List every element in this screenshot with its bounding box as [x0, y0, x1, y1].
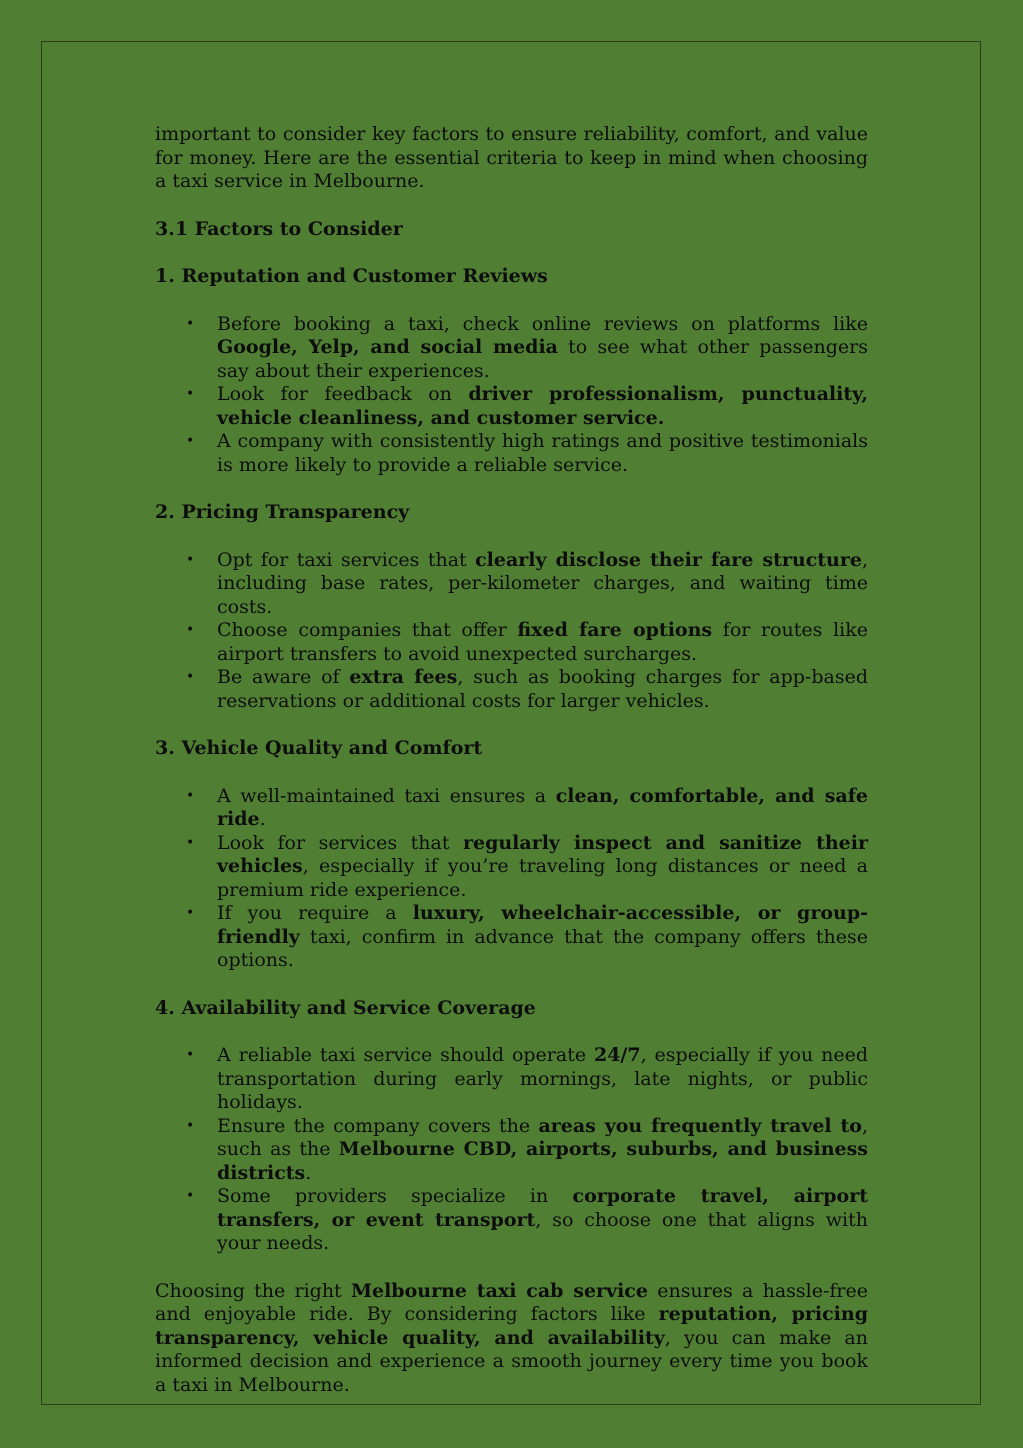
- bullet-icon: •: [186, 622, 195, 638]
- bullet-icon: •: [186, 1047, 195, 1063]
- bold-text: fixed fare options: [517, 619, 713, 641]
- bullet-list: [155, 1044, 868, 1256]
- text-run: Opt for taxi services that: [217, 548, 476, 571]
- intro-paragraph: important to consider key factors to ensure reliability, comfort, and value for money. Here are the essential criteria to keep in mind when choosing a taxi service in Melbourne.: [155, 123, 868, 192]
- list-item: [186, 666, 868, 713]
- text-run: Look for services that: [217, 831, 463, 854]
- bullet-icon: •: [186, 669, 195, 685]
- list-item: [186, 1114, 868, 1186]
- bullet-list: [155, 785, 868, 973]
- text-run: , especially if you need transportation during early mornings, late nights, or public holidays.: [217, 1044, 868, 1113]
- bullet-icon: •: [186, 834, 195, 851]
- text-run: for routes like airport transfers to avoid unexpected surcharges.: [217, 619, 868, 665]
- list-item: [186, 902, 869, 973]
- bold-text: reputation, pricing transparency, vehicle quality, and availability: [155, 1303, 868, 1349]
- text-run: Some providers specialize in: [217, 1185, 573, 1207]
- text-run: Choose companies that offer: [217, 619, 518, 641]
- bold-text: driver professionalism, punctuality, vehicle cleanliness, and customer service.: [217, 383, 868, 429]
- bullet-icon: •: [186, 433, 195, 449]
- factors-list: [155, 265, 868, 1280]
- text-run: to see what other passengers say about their experiences.: [217, 336, 868, 382]
- factor-heading: 3. Vehicle Quality and Comfort: [155, 737, 483, 759]
- factor-heading: 1. Reputation and Customer Reviews: [155, 265, 548, 287]
- bullet-icon: •: [186, 905, 195, 921]
- bold-text: corporate travel, airport transfers, or event transport: [217, 1185, 868, 1231]
- text-run: A reliable taxi service should operate: [217, 1044, 594, 1066]
- document-body: [155, 123, 868, 1397]
- text-run: Choosing the right: [155, 1279, 351, 1302]
- bullet-list: [155, 313, 868, 478]
- list-item: [186, 383, 868, 430]
- text-run: , including base rates, per-kilometer charges, and waiting time costs.: [217, 548, 868, 618]
- text-run: A company with consistently high ratings and positive testimonials is more likely to provide a reliable service.: [217, 430, 868, 476]
- text-run: , such as the: [217, 1114, 868, 1160]
- text-run: A well-maintained taxi ensures a: [217, 784, 556, 807]
- factor-heading: 4. Availability and Service Coverage: [155, 996, 536, 1019]
- bullet-icon: •: [186, 386, 195, 402]
- list-item: [186, 619, 868, 666]
- text-run: , especially if you’re traveling long distances or need a premium ride experience.: [217, 855, 868, 901]
- bullet-icon: •: [186, 1188, 195, 1204]
- text-run: , you can make an informed decision and experience a smooth journey every time you book a taxi in Melbourne.: [155, 1326, 868, 1396]
- text-run: , such as booking charges for app-based reservations or additional costs for larger vehicles.: [217, 666, 868, 712]
- bullet-icon: •: [186, 551, 195, 568]
- bold-text: Google, Yelp, and social media: [217, 336, 558, 358]
- bold-text: Melbourne CBD, airports, suburbs, and business districts: [217, 1138, 868, 1184]
- list-item: [186, 312, 868, 384]
- text-run: Ensure the company covers the: [217, 1114, 539, 1137]
- text-run: Before booking a taxi, check online reviews on platforms like: [217, 312, 868, 335]
- text-run: If you require a: [217, 902, 413, 924]
- bullet-icon: •: [186, 787, 195, 804]
- bold-text: 24/7: [593, 1044, 641, 1066]
- list-item: [186, 1044, 868, 1115]
- text-run: .: [259, 808, 266, 830]
- factor-heading: 2. Pricing Transparency: [155, 501, 410, 523]
- text-run: Look for feedback on: [217, 383, 469, 405]
- bold-text: areas you frequently travel to: [538, 1114, 862, 1137]
- bold-text: regularly inspect and sanitize their vehicles: [217, 831, 868, 877]
- text-run: , so choose one that aligns with your needs.: [217, 1208, 868, 1254]
- text-run: .: [305, 1161, 312, 1184]
- bullet-icon: •: [186, 315, 195, 332]
- text-run: taxi, confirm in advance that the company offers these options.: [217, 925, 868, 971]
- section-title: 3.1 Factors to Consider: [155, 217, 403, 240]
- bold-text: clean, comfortable, and safe ride: [217, 784, 868, 830]
- bold-text: extra fees: [349, 666, 458, 688]
- bold-text: Melbourne taxi cab service: [350, 1279, 648, 1302]
- list-item: [186, 784, 868, 832]
- list-item: [186, 430, 868, 477]
- text-run: ensures a hassle-free and enjoyable ride. By considering factors like: [155, 1279, 869, 1325]
- bold-text: luxury, wheelchair-accessible, or group-friendly: [217, 902, 869, 948]
- bullet-list: [155, 549, 868, 714]
- list-item: [186, 1185, 868, 1256]
- bullet-icon: •: [186, 1117, 195, 1134]
- list-item: [186, 548, 868, 620]
- text-run: Be aware of: [217, 666, 350, 688]
- conclusion-paragraph: [155, 1280, 868, 1398]
- bold-text: clearly disclose their fare structure: [475, 548, 862, 571]
- list-item: [186, 831, 868, 903]
